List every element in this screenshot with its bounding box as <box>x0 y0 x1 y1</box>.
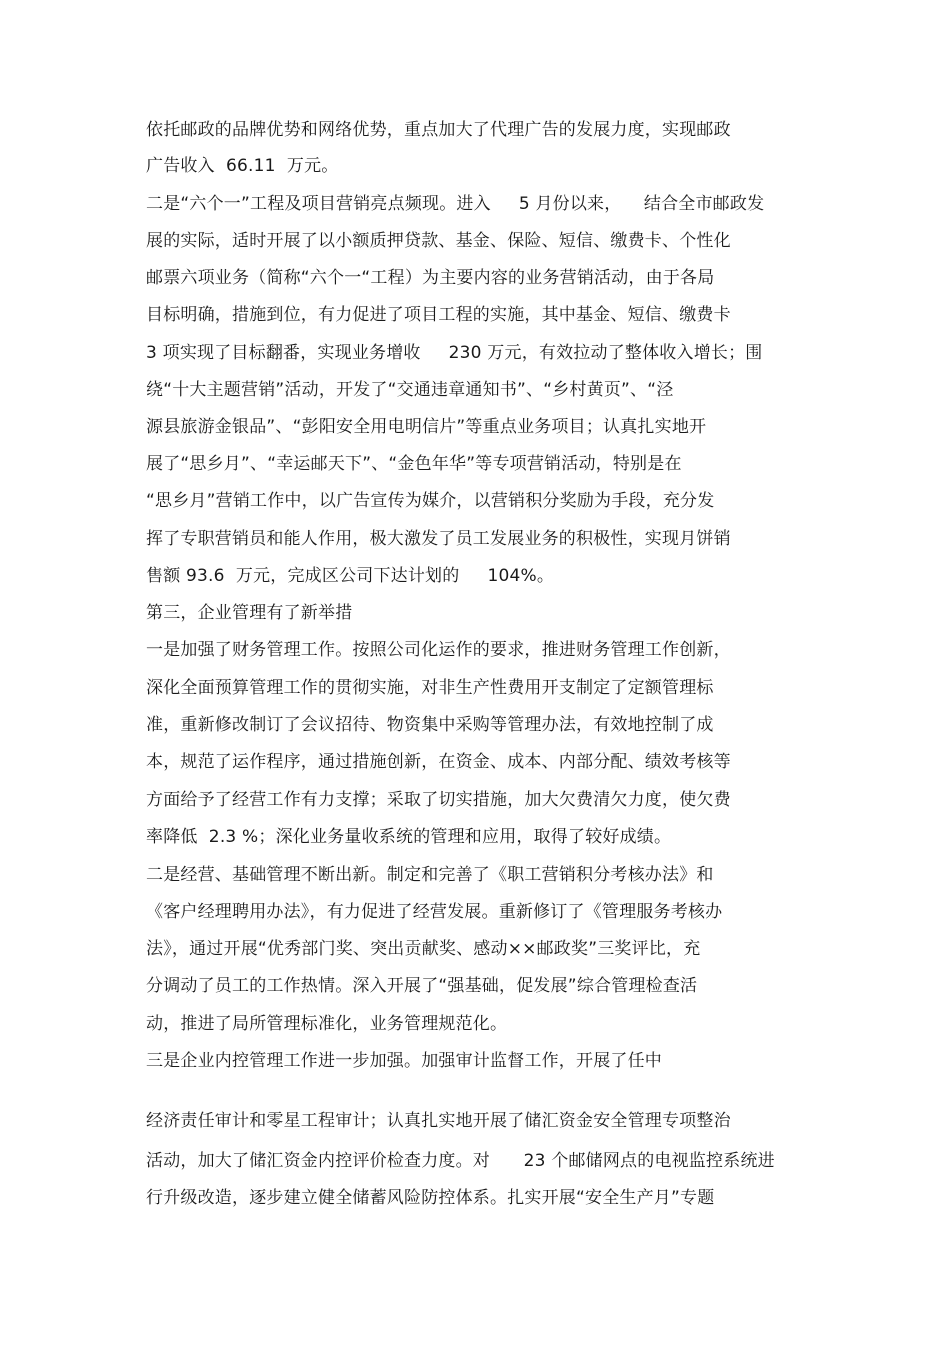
text-line: 邮票六项业务（简称“六个一“工程）为主要内容的业务营销活动，由于各局 <box>146 268 715 288</box>
text-line: 法》，通过开展“优秀部门奖、突出贡献奖、感动××邮政奖”三奖评比，充 <box>146 939 701 959</box>
text-line: 动，推进了局所管理标准化，业务管理规范化。 <box>146 1014 508 1034</box>
text-line: 源县旅游金银品”、“彭阳安全用电明信片”等重点业务项目；认真扎实地开 <box>146 417 707 437</box>
text-line: 经济责任审计和零星工程审计；认真扎实地开展了储汇资金安全管理专项整治 <box>146 1111 731 1131</box>
text-line: 二是“六个一”工程及项目营销亮点频现。进入 5 月份以来， 结合全市邮政发 <box>146 194 765 214</box>
text-line: 分调动了员工的工作热情。深入开展了“强基础，促发展”综合管理检查活 <box>146 976 698 996</box>
text-line: 方面给予了经营工作有力支撑；采取了切实措施，加大欠费清欠力度，使欠费 <box>146 790 731 810</box>
text-line: 展了“思乡月”、“幸运邮天下”、“金色年华”等专项营销活动，特别是在 <box>146 454 682 474</box>
section-heading: 第三，企业管理有了新举措 <box>146 603 353 623</box>
text-line: 依托邮政的品牌优势和网络优势，重点加大了代理广告的发展力度，实现邮政 <box>146 120 731 140</box>
text-line: 目标明确，措施到位，有力促进了项目工程的实施，其中基金、短信、缴费卡 <box>146 305 731 325</box>
text-line: 深化全面预算管理工作的贯彻实施，对非生产性费用开支制定了定额管理标 <box>146 678 714 698</box>
text-line: 一是加强了财务管理工作。按照公司化运作的要求，推进财务管理工作创新， <box>146 640 731 660</box>
text-line: 绕“十大主题营销”活动，开发了“交通违章通知书”、“乡村黄页”、“泾 <box>146 380 674 400</box>
text-line: 活动，加大了储汇资金内控评价检查力度。对 23 个邮储网点的电视监控系统进 <box>146 1151 775 1171</box>
text-line: 售额 93.6 万元，完成区公司下达计划的 104%。 <box>146 566 555 586</box>
text-line: 行升级改造，逐步建立健全储蓄风险防控体系。扎实开展“安全生产月”专题 <box>146 1188 715 1208</box>
text-line: 广告收入 66.11 万元。 <box>146 156 339 176</box>
text-line: 三是企业内控管理工作进一步加强。加强审计监督工作，开展了任中 <box>146 1051 662 1071</box>
text-line: 本，规范了运作程序，通过措施创新，在资金、成本、内部分配、绩效考核等 <box>146 752 731 772</box>
text-line: 二是经营、基础管理不断出新。制定和完善了《职工营销积分考核办法》和 <box>146 865 714 885</box>
text-line: 《客户经理聘用办法》，有力促进了经营发展。重新修订了《管理服务考核办 <box>146 902 723 922</box>
text-line: 率降低 2.3 %；深化业务量收系统的管理和应用，取得了较好成绩。 <box>146 827 672 847</box>
text-line: 展的实际，适时开展了以小额质押贷款、基金、保险、短信、缴费卡、个性化 <box>146 231 731 251</box>
text-line: “思乡月”营销工作中，以广告宣传为媒介，以营销积分奖励为手段，充分发 <box>146 491 715 511</box>
text-line: 准，重新修改制订了会议招待、物资集中采购等管理办法，有效地控制了成 <box>146 715 714 735</box>
text-line: 挥了专职营销员和能人作用，极大激发了员工发展业务的积极性，实现月饼销 <box>146 529 731 549</box>
text-line: 3 项实现了目标翻番，实现业务增收 230 万元，有效拉动了整体收入增长；围 <box>146 343 763 363</box>
